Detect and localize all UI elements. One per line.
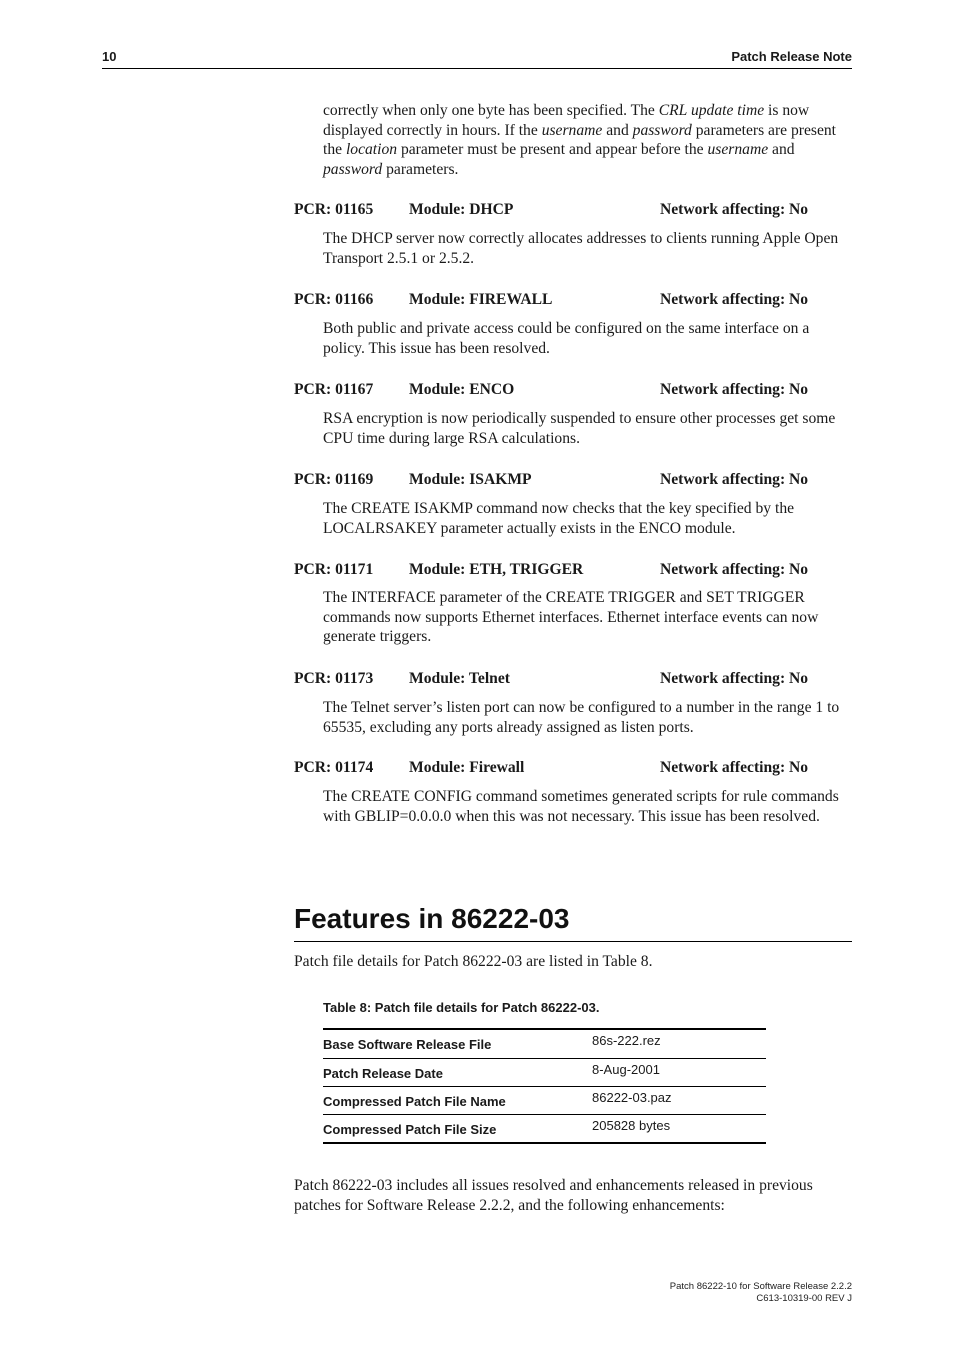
section-intro: Patch file details for Patch 86222-03 are listed in Table 8. [294,953,653,970]
patch-details-table [323,1028,766,1144]
pcr-number: PCR: 01167 [294,381,374,398]
footer-patch-line: Patch 86222-10 for Software Release 2.2.2 [669,1281,852,1292]
pcr-module: Module: FIREWALL [409,291,553,308]
table-key: Compressed Patch File Size [323,1122,497,1137]
table-value: 8-Aug-2001 [592,1062,660,1077]
pcr-module: Module: Firewall [409,759,525,776]
pcr-network-affecting: Network affecting: No [660,670,809,687]
table-row [323,1086,766,1114]
table-caption: Table 8: Patch file details for Patch 86222-03. [323,1000,600,1015]
pcr-module: Module: ENCO [409,381,515,398]
table-key: Patch Release Date [323,1066,443,1081]
pcr-module: Module: Telnet [409,670,510,687]
page-footer [670,1281,852,1305]
closing-paragraph: Patch 86222-03 includes all issues resolved and enhancements released in previous patches for Software Release 2.2.2, and the following enhancements: [294,1177,813,1214]
pcr-header [294,471,854,491]
table-key: Base Software Release File [323,1037,492,1052]
section-heading: Features in 86222-03 [294,900,852,942]
pcr-description: The DHCP server now correctly allocates addresses to clients running Apple Open Transport 2.5.1 or 2.5.2. [323,230,839,267]
pcr-description: The CREATE CONFIG command sometimes generated scripts for rule commands with GBLIP=0.0.0.0 when this was not necessary. This issue has been resolved. [323,788,839,825]
continued-paragraph: correctly when only one byte has been specified. The CRL update time is now displayed correctly in hours. If the username and password parameters are present the location parameter must be present and appear before the username and password parameters. [323,102,837,178]
page-header [102,48,852,69]
pcr-number: PCR: 01169 [294,471,374,488]
table-row [323,1114,766,1142]
pcr-description: The CREATE ISAKMP command now checks that the key specified by the LOCALRSAKEY parameter actually exists in the ENCO module. [323,500,795,537]
pcr-network-affecting: Network affecting: No [660,291,809,308]
pcr-number: PCR: 01166 [294,291,374,308]
table-row [323,1058,766,1086]
table-row [323,1030,766,1058]
pcr-module: Module: DHCP [409,201,514,218]
pcr-header [294,381,854,401]
pcr-number: PCR: 01174 [294,759,374,776]
pcr-number: PCR: 01165 [294,201,374,218]
pcr-header [294,201,854,221]
table-value: 86222-03.paz [592,1090,672,1105]
document-title: Patch Release Note [731,49,852,64]
page-number: 10 [102,49,117,64]
table-key: Compressed Patch File Name [323,1094,506,1109]
table-value: 205828 bytes [592,1118,671,1133]
pcr-network-affecting: Network affecting: No [660,381,809,398]
table-value: 86s-222.rez [592,1033,661,1048]
pcr-header [294,291,854,311]
pcr-header [294,759,854,779]
pcr-network-affecting: Network affecting: No [660,759,809,776]
pcr-module: Module: ETH, TRIGGER [409,561,584,578]
pcr-number: PCR: 01173 [294,670,374,687]
pcr-description: RSA encryption is now periodically suspended to ensure other processes get some CPU time during large RSA calculations. [323,410,836,447]
pcr-network-affecting: Network affecting: No [660,201,809,218]
pcr-description: The Telnet server’s listen port can now be configured to a number in the range 1 to 65535, excluding any ports already assigned as listen ports. [323,699,840,736]
pcr-description: The INTERFACE parameter of the CREATE TRIGGER and SET TRIGGER commands now supports Ethernet interfaces. Ethernet interface events can now generate triggers. [323,589,819,646]
pcr-header [294,561,854,581]
pcr-description: Both public and private access could be configured on the same interface on a policy. This issue has been resolved. [323,320,810,357]
pcr-header [294,670,854,690]
pcr-number: PCR: 01171 [294,561,374,578]
pcr-module: Module: ISAKMP [409,471,532,488]
footer-doc-number: C613-10319-00 REV J [756,1293,852,1304]
pcr-network-affecting: Network affecting: No [660,471,809,488]
pcr-network-affecting: Network affecting: No [660,561,809,578]
